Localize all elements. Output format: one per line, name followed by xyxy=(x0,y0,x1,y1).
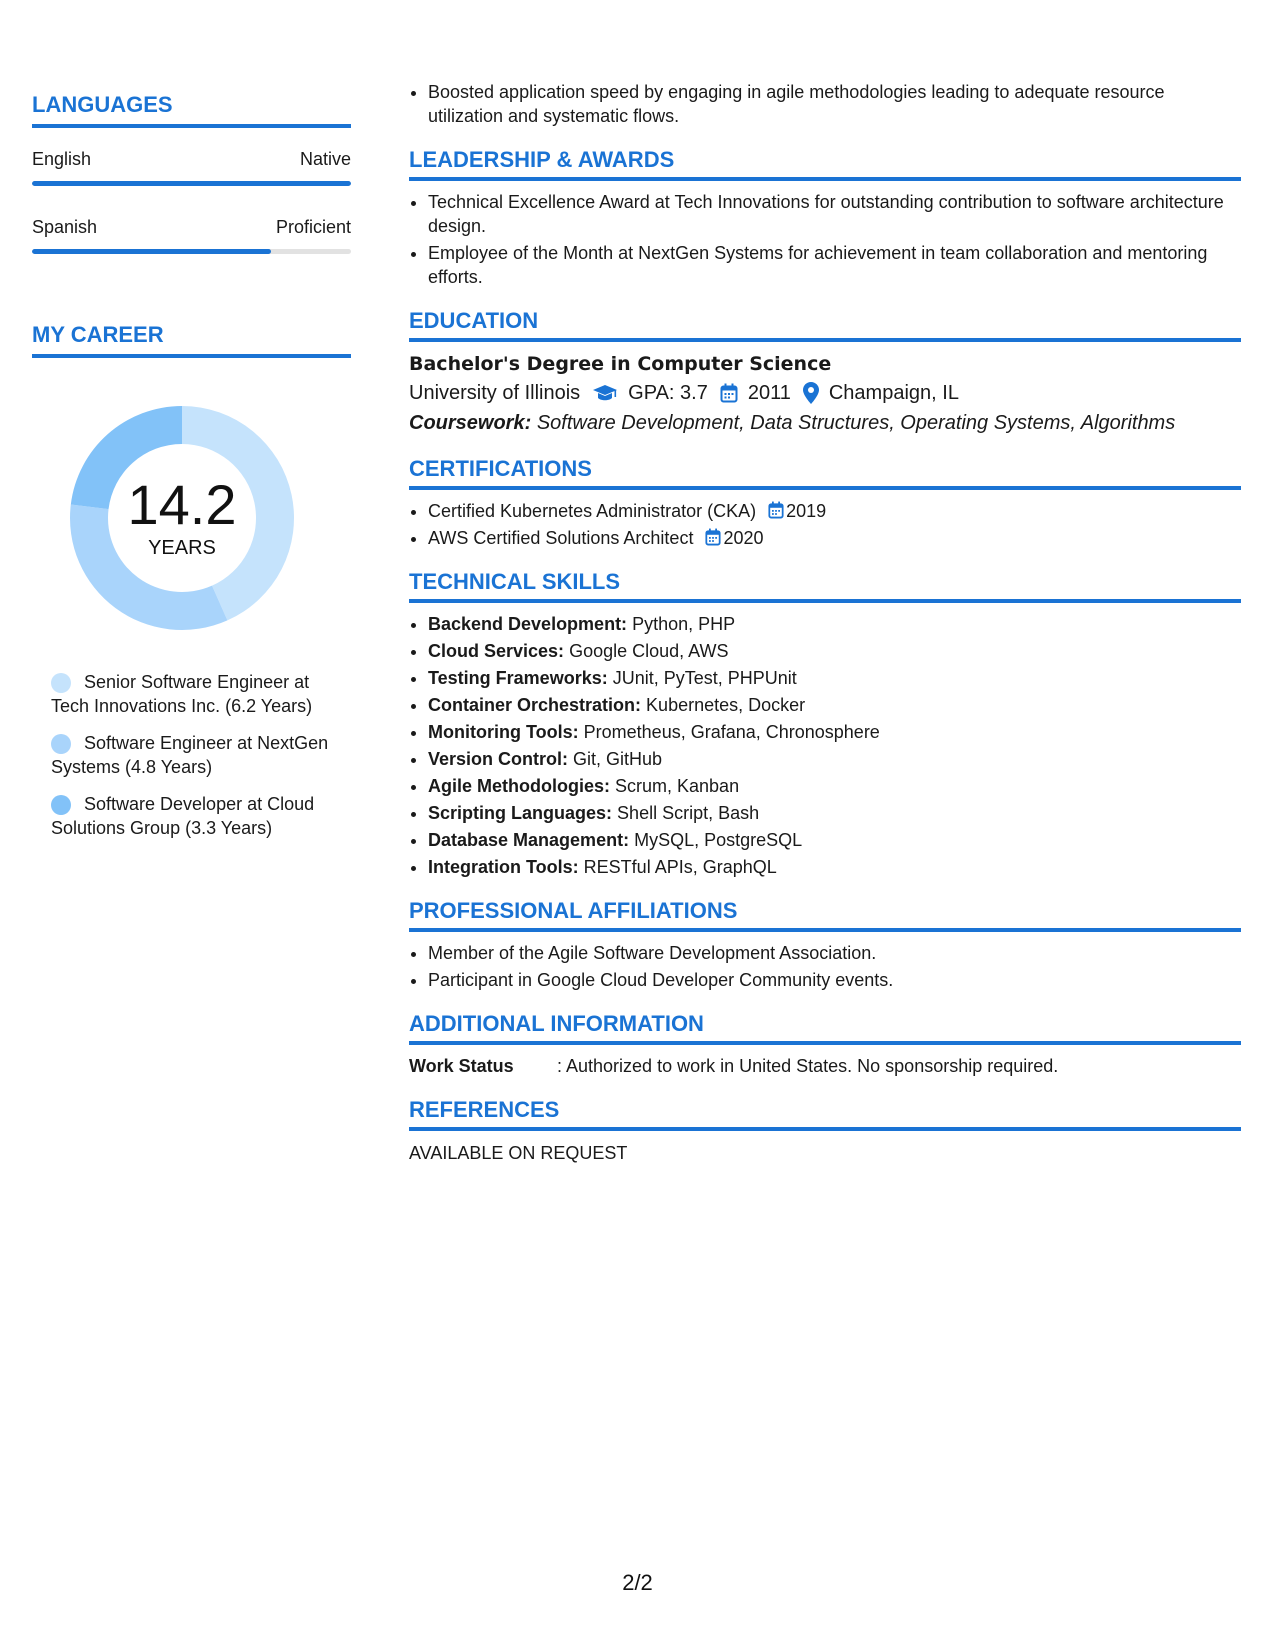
certification-item xyxy=(428,499,1241,523)
skill-item xyxy=(428,720,1241,744)
language-bar xyxy=(32,249,351,254)
skill-label: Scripting Languages: xyxy=(428,803,613,823)
skill-label: Agile Methodologies: xyxy=(428,776,610,796)
skill-value: Shell Script, Bash xyxy=(617,803,760,823)
experience-bullets xyxy=(409,80,1241,128)
additional-info-heading: ADDITIONAL INFORMATION xyxy=(409,1011,1241,1045)
career-legend xyxy=(32,670,351,840)
career-donut-chart xyxy=(62,398,302,638)
degree-title: Bachelor's Degree in Computer Science xyxy=(409,353,832,375)
work-status-row xyxy=(409,1054,1241,1078)
right-column xyxy=(409,80,1241,1165)
affiliation-bullet: • Member of the Agile Software Development Association. xyxy=(428,941,1241,965)
certification-year: 2019 xyxy=(786,501,827,521)
affiliations-section xyxy=(409,898,1241,992)
language-bar-fill xyxy=(32,181,351,186)
language-item xyxy=(32,216,351,254)
skill-label: Integration Tools: xyxy=(428,857,579,877)
legend-dot xyxy=(51,734,71,754)
work-status-label: Work Status xyxy=(409,1056,514,1076)
skill-value: MySQL, PostgreSQL xyxy=(634,830,803,850)
skill-label: Monitoring Tools: xyxy=(428,722,579,742)
leadership-bullet: • Employee of the Month at NextGen Systems for achievement in team collaboration and mentoring efforts. xyxy=(428,241,1241,289)
skills-heading: TECHNICAL SKILLS xyxy=(409,569,1241,603)
legend-dot xyxy=(51,673,71,693)
skill-value: RESTful APIs, GraphQL xyxy=(583,857,777,877)
references-section xyxy=(409,1097,1241,1165)
skill-item xyxy=(428,612,1241,636)
career-legend-item xyxy=(51,731,351,779)
skill-label: Cloud Services: xyxy=(428,641,565,661)
career-legend-item xyxy=(51,670,351,718)
affiliations-heading: PROFESSIONAL AFFILIATIONS xyxy=(409,898,1241,932)
leadership-section xyxy=(409,147,1241,289)
work-status-value: : Authorized to work in United States. No sponsorship required. xyxy=(557,1056,1059,1076)
skill-item xyxy=(428,801,1241,825)
skill-label: Version Control: xyxy=(428,749,569,769)
language-name: Spanish xyxy=(32,217,98,237)
gpa: GPA: 3.7 xyxy=(628,382,708,404)
school-name: University of Illinois xyxy=(409,382,581,404)
skill-label: Container Orchestration: xyxy=(428,695,642,715)
certifications-heading: CERTIFICATIONS xyxy=(409,456,1241,490)
language-bar xyxy=(32,181,351,186)
leadership-heading: LEADERSHIP & AWARDS xyxy=(409,147,1241,181)
skill-value: Scrum, Kanban xyxy=(615,776,740,796)
skill-value: Kubernetes, Docker xyxy=(646,695,806,715)
education-heading: EDUCATION xyxy=(409,308,1241,342)
skill-value: Prometheus, Grafana, Chronosphere xyxy=(583,722,880,742)
skills-section xyxy=(409,569,1241,879)
career-years-unit: YEARS xyxy=(148,537,216,559)
education-details xyxy=(409,379,1241,407)
graduation-cap-icon xyxy=(592,384,618,402)
language-item xyxy=(32,148,351,186)
page-number: 2/2 xyxy=(622,1570,653,1595)
skill-item xyxy=(428,828,1241,852)
coursework xyxy=(409,409,1241,437)
language-bar-fill xyxy=(32,249,271,254)
location-pin-icon xyxy=(803,382,819,404)
left-column xyxy=(32,92,351,853)
skill-label: Testing Frameworks: xyxy=(428,668,608,688)
language-name: English xyxy=(32,149,92,169)
language-level: Native xyxy=(299,149,351,169)
skill-value: Git, GitHub xyxy=(573,749,663,769)
career-legend-text: Software Developer at Cloud Solutions Group (3.3 Years) xyxy=(51,794,315,838)
calendar-icon xyxy=(720,383,738,403)
career-total-years: 14.2 xyxy=(127,473,237,536)
additional-info-section xyxy=(409,1011,1241,1078)
school-location: Champaign, IL xyxy=(828,382,959,404)
certifications-section xyxy=(409,456,1241,550)
legend-dot xyxy=(51,795,71,815)
references-heading: REFERENCES xyxy=(409,1097,1241,1131)
leadership-bullet: • Technical Excellence Award at Tech Innovations for outstanding contribution to software architecture design. xyxy=(428,190,1241,238)
career-heading: MY CAREER xyxy=(32,322,351,358)
skill-item xyxy=(428,747,1241,771)
languages-list xyxy=(32,148,351,254)
coursework-label: Coursework: xyxy=(409,412,532,434)
languages-heading: LANGUAGES xyxy=(32,92,351,128)
coursework-list: Software Development, Data Structures, Operating Systems, Algorithms xyxy=(536,412,1176,434)
skill-value: Google Cloud, AWS xyxy=(569,641,729,661)
skill-item xyxy=(428,774,1241,798)
career-legend-text: Senior Software Engineer at Tech Innovations Inc. (6.2 Years) xyxy=(51,672,313,716)
career-legend-text: Software Engineer at NextGen Systems (4.8 Years) xyxy=(51,733,329,777)
graduation-year: 2011 xyxy=(747,382,791,404)
skill-item xyxy=(428,666,1241,690)
experience-bullet: • Boosted application speed by engaging in agile methodologies leading to adequate resource utilization and systematic flows. xyxy=(428,80,1241,128)
certification-item xyxy=(428,526,1241,550)
skill-item xyxy=(428,693,1241,717)
certification-name: AWS Certified Solutions Architect xyxy=(428,528,694,548)
certification-year: 2020 xyxy=(723,528,764,548)
references-text: AVAILABLE ON REQUEST xyxy=(409,1143,628,1163)
skill-item xyxy=(428,639,1241,663)
calendar-icon xyxy=(768,501,784,519)
language-level: Proficient xyxy=(275,217,351,237)
skill-value: Python, PHP xyxy=(632,614,736,634)
skill-value: JUnit, PyTest, PHPUnit xyxy=(612,668,797,688)
skill-label: Database Management: xyxy=(428,830,630,850)
career-legend-item xyxy=(51,792,351,840)
skill-label: Backend Development: xyxy=(428,614,628,634)
affiliation-bullet: • Participant in Google Cloud Developer Community events. xyxy=(428,968,1241,992)
skill-item xyxy=(428,855,1241,879)
calendar-icon xyxy=(705,528,721,546)
certification-name: Certified Kubernetes Administrator (CKA) xyxy=(428,501,757,521)
education-section xyxy=(409,308,1241,437)
